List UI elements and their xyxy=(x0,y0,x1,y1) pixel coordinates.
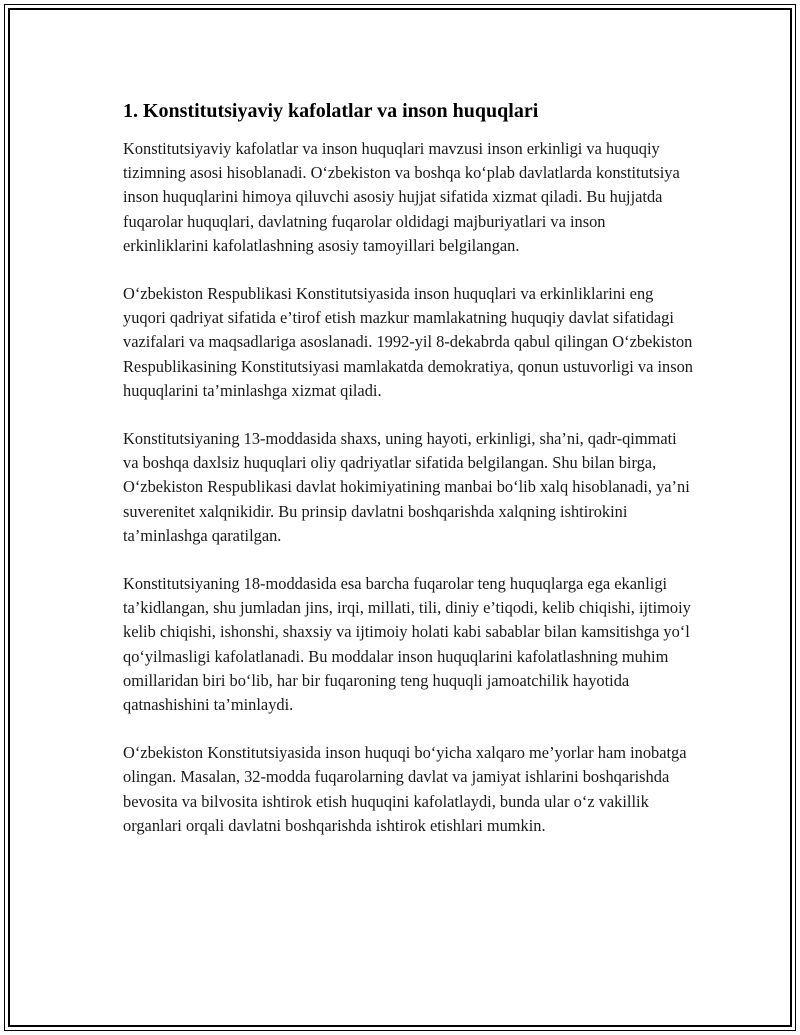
paragraph-5: O‘zbekiston Konstitutsiyasida inson huquqi bo‘yicha xalqaro me’yorlar ham inobatga olingan. Masalan, 32-modda fuqarolarning davlat va jamiyat ishlarini boshqarishda bevosita va bilvosita ishtirok etish huquqini kafolatlaydi, bunda ular o‘z vakillik organlari orqali davlatni boshqarishda ishtirok etishlari mumkin. xyxy=(123,743,687,835)
page-frame xyxy=(4,4,796,1031)
paragraph-4: Konstitutsiyaning 18-moddasida esa barcha fuqarolar teng huquqlarga ega ekanligi ta’kidlangan, shu jumladan jins, irqi, millati, tili, diniy e’tiqodi, kelib chiqishi, ijtimoiy kelib chiqishi, ishonshi, shaxsiy va ijtimoiy holati kabi sabablar bilan kamsitishga yo‘l qo‘yilmasligi kafolatlanadi. Bu moddalar inson huquqlarini kafolatlashning muhim omillaridan biri bo‘lib, har bir fuqaroning teng huquqli jamoatchilik hayotida qatnashishini ta’minlaydi. xyxy=(123,574,691,715)
paragraph-1: Konstitutsiyaviy kafolatlar va inson huquqlari mavzusi inson erkinligi va huquqiy tizimning asosi hisoblanadi. O‘zbekiston va boshqa ko‘plab davlatlarda konstitutsiya inson huquqlarini himoya qiluvchi asosiy hujjat sifatida xizmat qiladi. Bu hujjatda fuqarolar huquqlari, davlatning fuqarolar oldidagi majburiyatlari va inson erkinliklarini kafolatlashning asosiy tamoyillari belgilangan. xyxy=(123,139,680,255)
paragraph-2: O‘zbekiston Respublikasi Konstitutsiyasida inson huquqlari va erkinliklarini eng yuqori qadriyat sifatida e’tirof etish mazkur mamlakatning huquqiy davlat sifatidagi vazifalari va maqsadlariga asoslanadi. 1992-yil 8-dekabrda qabul qilingan O‘zbekiston Respublikasining Konstitutsiyasi mamlakatda demokratiya, qonun ustuvorligi va inson huquqlarini ta’minlashga xizmat qiladi. xyxy=(123,284,693,400)
section-heading: 1. Konstitutsiyaviy kafolatlar va inson huquqlari xyxy=(123,100,539,122)
document-body xyxy=(123,97,693,862)
paragraph-3: Konstitutsiyaning 13-moddasida shaxs, uning hayoti, erkinligi, sha’ni, qadr-qimmati va boshqa daxlsiz huquqlari oliy qadriyatlar sifatida belgilangan. Shu bilan birga, O‘zbekiston Respublikasi davlat hokimiyatining manbai bo‘lib xalq hisoblanadi, ya’ni suverenitet xalqnikidir. Bu prinsip davlatni boshqarishda xalqning ishtirokini ta’minlashga qaratilgan. xyxy=(123,429,690,545)
